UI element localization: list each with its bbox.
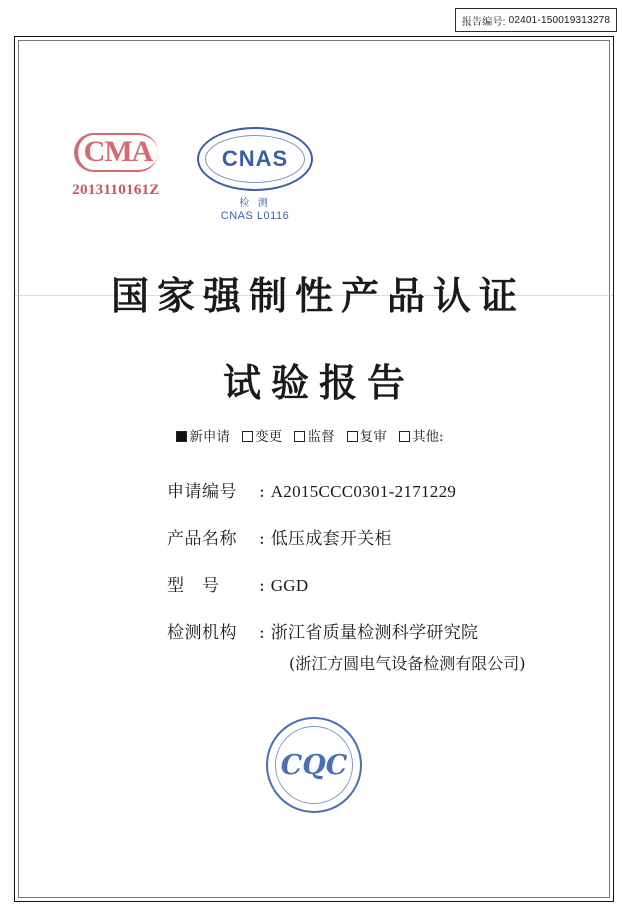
cnas-logo-icon bbox=[197, 127, 313, 191]
field-label: 检测机构 bbox=[167, 623, 237, 643]
report-number-label: 报告编号: bbox=[461, 16, 506, 28]
cnas-mark bbox=[195, 127, 315, 222]
field-row-model bbox=[167, 571, 587, 596]
field-row-application-number bbox=[167, 477, 587, 502]
checkbox-option-3[interactable] bbox=[347, 429, 387, 445]
field-colon: : bbox=[259, 623, 265, 643]
checkbox-label: 变更 bbox=[255, 429, 283, 445]
report-number-value: 02401-150019313278 bbox=[508, 14, 611, 26]
application-type-row bbox=[15, 425, 613, 445]
checkbox-icon[interactable] bbox=[399, 431, 410, 442]
field-value-testing-institution: 浙江省质量检测科学研究院 bbox=[270, 623, 479, 643]
field-label: 申请编号 bbox=[167, 482, 237, 502]
field-colon: : bbox=[259, 529, 265, 549]
field-label: 产品名称 bbox=[167, 529, 237, 549]
cma-mark bbox=[61, 133, 171, 199]
field-label: 型 号 bbox=[167, 576, 220, 596]
field-value-model: GGD bbox=[270, 576, 309, 595]
checkbox-label: 复审 bbox=[359, 429, 387, 445]
cnas-logo-text: CNAS bbox=[221, 146, 289, 171]
field-row-testing-institution bbox=[167, 618, 587, 643]
checkbox-option-2[interactable] bbox=[294, 429, 334, 445]
checkbox-label: 其他: bbox=[412, 429, 444, 445]
field-list bbox=[167, 477, 587, 694]
field-row-product-name bbox=[167, 524, 587, 549]
field-colon: : bbox=[259, 576, 265, 596]
checkbox-option-0[interactable] bbox=[176, 429, 230, 445]
checkbox-icon[interactable] bbox=[294, 431, 305, 442]
field-value-application-number: A2015CCC0301-2171229 bbox=[270, 482, 457, 501]
checkbox-label: 监督 bbox=[307, 429, 335, 445]
page-title-line1: 国家强制性产品认证 bbox=[110, 273, 525, 318]
cnas-accreditation-code: CNAS L0116 bbox=[220, 210, 290, 222]
page-title-line2: 试验报告 bbox=[222, 360, 415, 405]
cqc-logo-icon bbox=[266, 717, 362, 813]
checkbox-option-4[interactable] bbox=[399, 429, 444, 445]
cma-logo-icon: CMA bbox=[74, 133, 159, 172]
report-number-box bbox=[455, 8, 617, 32]
checkbox-icon[interactable] bbox=[176, 431, 187, 442]
field-value-product-name: 低压成套开关柜 bbox=[270, 529, 392, 549]
field-colon: : bbox=[259, 482, 265, 502]
checkbox-option-1[interactable] bbox=[242, 429, 282, 445]
document-border bbox=[14, 36, 614, 902]
testing-institution-second-line: (浙江方圆电气设备检测有限公司) bbox=[289, 654, 526, 673]
cnas-subtitle: 检 测 bbox=[239, 198, 271, 209]
checkbox-label: 新申请 bbox=[189, 429, 230, 445]
cqc-logo-text: CQC bbox=[280, 749, 348, 781]
cma-certificate-code: 2013110161Z bbox=[72, 181, 160, 198]
checkbox-icon[interactable] bbox=[347, 431, 358, 442]
checkbox-icon[interactable] bbox=[242, 431, 253, 442]
